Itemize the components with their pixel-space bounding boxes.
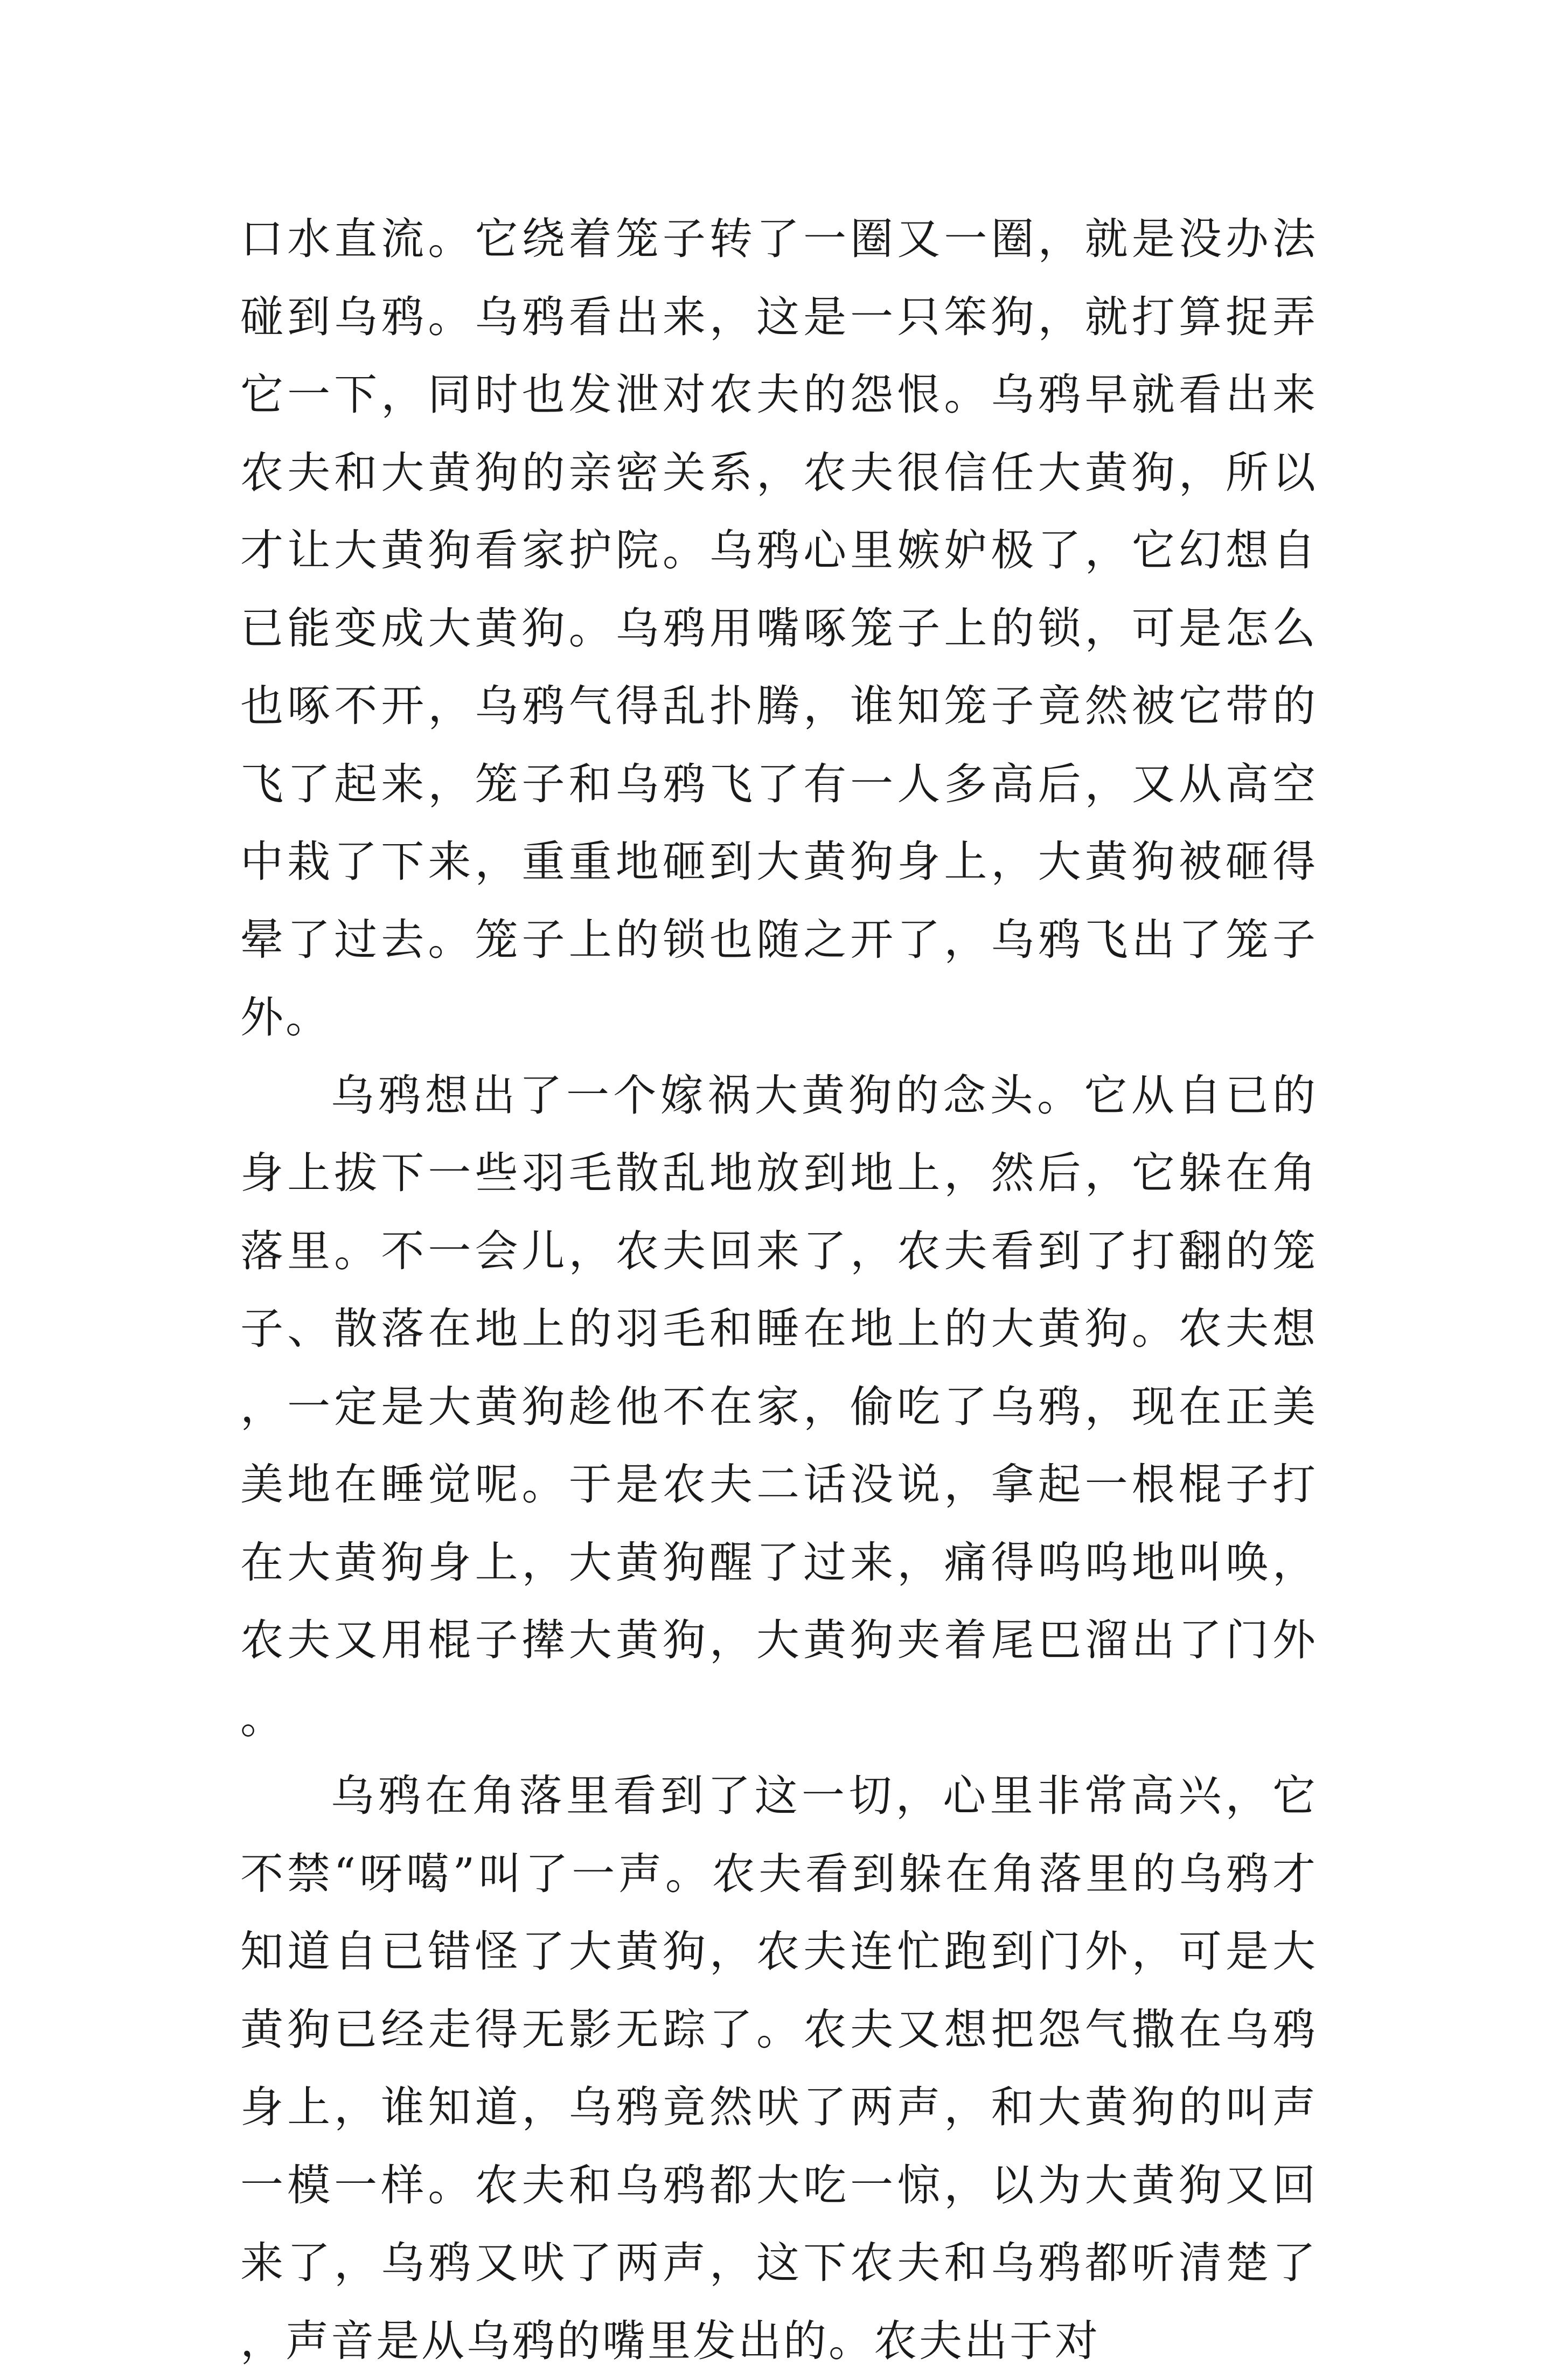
paragraph-2: 乌鸦想出了一个嫁祸大黄狗的念头。它从自已的身上拔下一些羽毛散乱地放到地上，然后，它躲在角落里。不一会儿，农夫回来了，农夫看到了打翻的笼子、散落在地上的羽毛和睡在地上的大黄狗。农夫想，一定是大黄狗趁他不在家，偷吃了乌鸦，现在正美美地在睡觉呢。于是农夫二话没说，拿起一根棍子打在大黄狗身上，大黄狗醒了过来，痛得呜呜地叫唤，农夫又用棍子撵大黄狗，大黄狗夹着尾巴溜出了门外。 (240, 1070, 1318, 1743)
paragraph-3: 乌鸦在角落里看到了这一切，心里非常高兴，它不禁“呀噶”叫了一声。农夫看到躲在角落里的乌鸦才知道自已错怪了大黄狗，农夫连忙跑到门外，可是大黄狗已经走得无影无踪了。农夫又想把怨气撒在乌鸦身上，谁知道，乌鸦竟然吠了两声，和大黄狗的叫声一模一样。农夫和乌鸦都大吃一惊，以为大黄狗又回来了，乌鸦又吠了两声，这下农夫和乌鸦都听清楚了，声音是从乌鸦的嘴里发出的。农夫出于对 (240, 1771, 1318, 2366)
paragraph-1: 口水直流。它绕着笼子转了一圈又一圈，就是没办法碰到乌鸦。乌鸦看出来，这是一只笨狗，就打算捉弄它一下，同时也发泄对农夫的怨恨。乌鸦早就看出来农夫和大黄狗的亲密关系，农夫很信任大黄狗，所以才让大黄狗看家护院。乌鸦心里嫉妒极了，它幻想自已能变成大黄狗。乌鸦用嘴啄笼子上的锁，可是怎么也啄不开，乌鸦气得乱扑腾，谁知笼子竟然被它带的飞了起来，笼子和乌鸦飞了有一人多高后，又从高空中栽了下来，重重地砸到大黄狗身上，大黄狗被砸得晕了过去。笼子上的锁也随之开了，乌鸦飞出了笼子外。 (240, 214, 1318, 1042)
body-text (240, 200, 1318, 2380)
